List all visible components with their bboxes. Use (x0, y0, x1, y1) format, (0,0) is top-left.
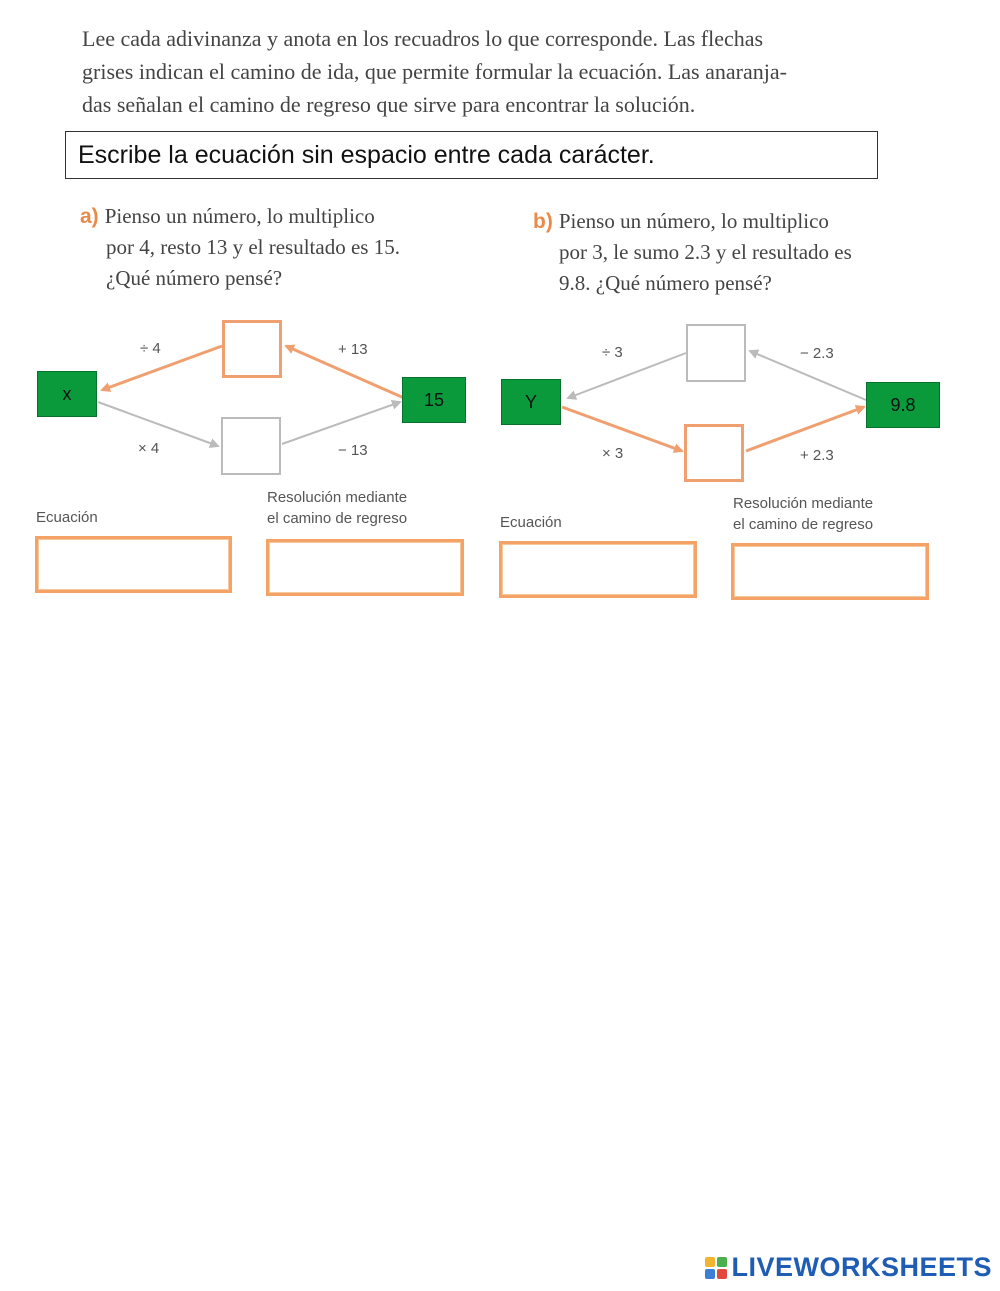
resolution-a-label-line-2: el camino de regreso (267, 510, 408, 527)
riddle-b-line-2: por 3, le sumo 2.3 y el resultado es (559, 240, 852, 264)
resolution-b-label (733, 493, 873, 535)
resolution-a-label (267, 487, 407, 529)
logo-text: LIVEWORKSHEETS (731, 1252, 992, 1282)
intro-line-3: das señalan el camino de regreso que sirve para encontrar la solución. (82, 92, 696, 117)
riddle-a-line-2: por 4, resto 13 y el resultado es 15. (106, 235, 400, 259)
diagram-a-top-box[interactable] (222, 320, 282, 378)
diagram-a-op-top-left: ÷ 4 (140, 340, 161, 357)
diagram-a-op-bottom-left: × 4 (138, 440, 160, 457)
diagram-b-op-bottom-right: + 2.3 (800, 447, 834, 464)
equation-b-input[interactable] (499, 541, 697, 598)
diagram-a-end-value: 15 (402, 377, 466, 423)
arrow-b-return-2 (568, 353, 686, 398)
resolution-b-input[interactable] (731, 543, 929, 600)
equation-a-label: Ecuación (36, 509, 98, 526)
arrow-a-return-2 (102, 346, 222, 390)
resolution-a-label-line-1: Resolución mediante (267, 489, 408, 506)
logo-icon (705, 1257, 727, 1279)
diagram-b-op-top-left: ÷ 3 (602, 344, 623, 361)
riddle-a-label: a) (80, 205, 99, 228)
riddle-b-line-1: Pienso un número, lo multiplico (558, 209, 829, 233)
arrow-a-forward-2 (282, 402, 400, 444)
resolution-b-label-line-2: el camino de regreso (733, 516, 874, 533)
diagram-a-bottom-box[interactable] (221, 417, 281, 475)
diagram-b-op-top-right: − 2.3 (800, 345, 834, 362)
diagram-a-op-bottom-right: − 13 (338, 442, 368, 459)
instruction-box: Escribe la ecuación sin espacio entre cada carácter. (65, 131, 878, 179)
riddle-a-line-3: ¿Qué número pensé? (106, 266, 283, 290)
arrow-b-forward-2 (746, 407, 864, 451)
riddle-b-line-3: 9.8. ¿Qué número pensé? (559, 271, 772, 295)
diagram-b-end-value: 9.8 (866, 382, 940, 428)
intro-line-1: Lee cada adivinanza y anota en los recuadros lo que corresponde. Las flechas (82, 26, 764, 51)
riddle-a-line-1: Pienso un número, lo multiplico (104, 204, 375, 228)
diagram-b-start-value[interactable]: Y (501, 379, 561, 425)
diagram-b-bottom-box[interactable] (684, 424, 744, 482)
resolution-a-input[interactable] (266, 539, 464, 596)
diagram-a-op-top-right: + 13 (338, 341, 368, 358)
diagram-b-top-box[interactable] (686, 324, 746, 382)
equation-b-label: Ecuación (500, 514, 562, 531)
diagram-b-op-bottom-left: × 3 (602, 445, 624, 462)
liveworksheets-logo (705, 1252, 992, 1283)
equation-a-input[interactable] (35, 536, 232, 593)
diagram-a-start-value[interactable]: x (37, 371, 97, 417)
intro-line-2: grises indican el camino de ida, que permite formular la ecuación. Las anaranja- (82, 59, 787, 84)
riddle-b-label: b) (533, 210, 553, 233)
resolution-b-label-line-1: Resolución mediante (733, 495, 874, 512)
